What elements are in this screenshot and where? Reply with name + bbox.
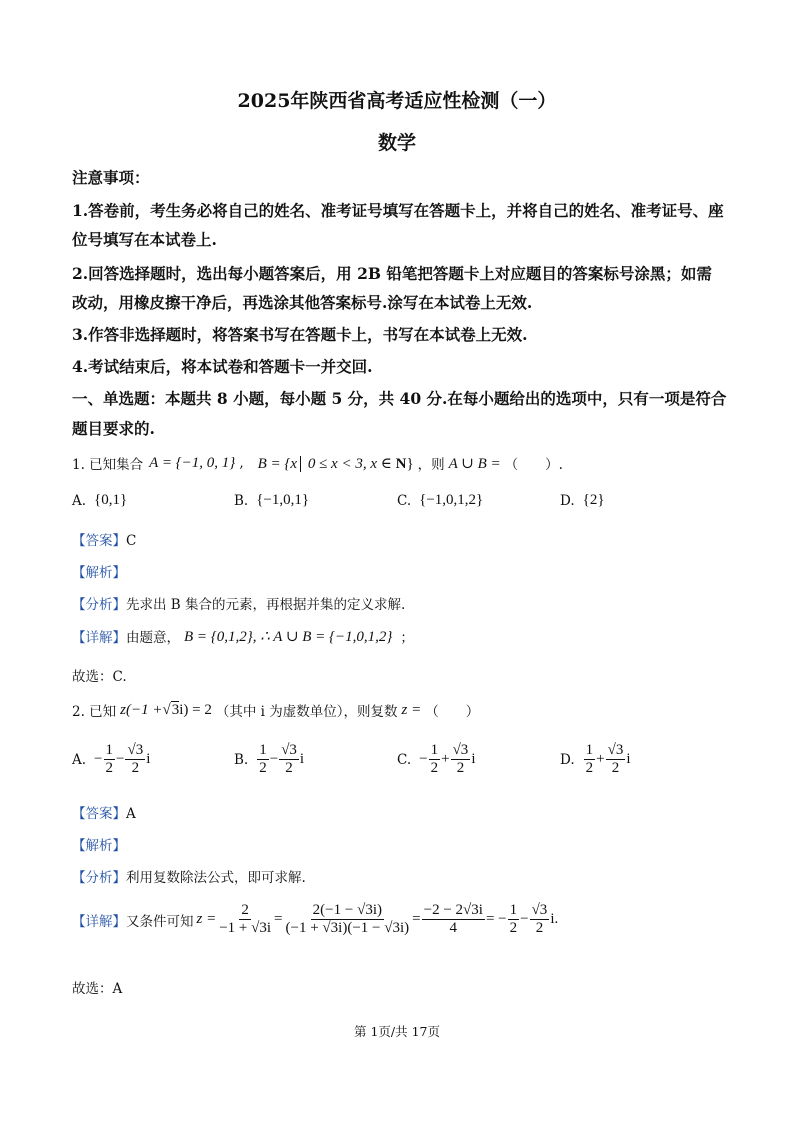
page-footer: 第 1页/共 17页 [353,1024,441,1039]
q1-set-b: B = {x 0 ≤ x < 3, x ∈ N} [257,455,414,472]
section-heading: 一、单选题：本题共 8 小题，每小题 5 分，共 40 分.在每小题给出的选项中，只有一项是符合 [72,389,727,408]
notice-item-1: 1.答卷前，考生务必将自己的姓名、准考证号填写在答题卡上，并将自己的姓名、准考证号、座 [72,201,724,220]
q1-ask-expr: A ∪ B = [448,455,501,472]
notice-item-2: 2.回答选择题时，选出每小题答案后，用 2B 铅笔把答题卡上对应题目的答案标号涂黑；如需 [72,264,712,283]
q1-stem: 1. 已知集合 A = {−1, 0, 1} , B = {x 0 ≤ x < 3, x ∈ N} ，则 A ∪ B = （ ）. [72,454,563,473]
q2-answer: 【答案】A [72,806,136,822]
q1-option-b: B. {−1,0,1} [234,492,310,509]
q2-option-c: C. − $\frac{1}{2}$ + $\frac{√3}{2}$ i [397,742,476,777]
q2-xiangjie: 【详解】 又条件可知 z = $\frac{2}{-1 + √3i}$ = $\frac{2(-1 - √3i)}{(-1 + √3i)(-1 - √3i)}$ = $\frac{-2 - 2√3i}{4}$ = − $\frac{1}{2}$ − $\frac{√3}{2}$ i. [72,902,559,937]
notice-item-3: 3.作答非选择题时，将答案书写在答题卡上，书写在本试卷上无效. [72,325,528,344]
q2-option-b: B. $\frac{1}{2}$ − $\frac{√3}{2}$ i [234,742,305,777]
q1-xiangjie: 【详解】 由题意， B = {0,1,2}, ∴ A ∪ B = {−1,0,1,2} ； [72,628,414,646]
q1-option-d: D. {2} [560,492,605,509]
q2-choose: 故选：A [72,981,123,997]
q1-option-c: C. {−1,0,1,2} [397,492,484,509]
q2-stem: 2. 已知 z(−1 + √ 3 i) = 2 （其中 i 为虚数单位），则复数 z = （ ） [72,701,480,720]
q1-set-a: A = {−1, 0, 1} [149,454,236,471]
q1-prefix: 1. 已知集合 [72,457,144,473]
q1-ask-pre: ，则 [417,457,445,473]
notice-item-1-cont: 位号填写在本试卷上. [72,230,217,249]
q1-option-a: A. {0,1} [72,492,128,509]
notice-item-4: 4.考试结束后，将本试卷和答题卡一并交回. [72,357,373,376]
q2-option-d: D. $\frac{1}{2}$ + $\frac{√3}{2}$ i [560,742,631,777]
notice-heading: 注意事项： [72,168,150,187]
q1-choose: 故选：C. [72,669,127,685]
section-heading-cont: 题目要求的. [72,419,155,438]
q1-fenxi: 【分析】先求出 B 集合的元素，再根据并集的定义求解. [72,597,406,613]
q2-fenxi: 【分析】利用复数除法公式，即可求解. [72,870,306,886]
q2-analysis-tag: 【解析】 [72,838,126,854]
q1-analysis-tag: 【解析】 [72,565,126,581]
q1-ask-paren: （ ）. [504,457,563,473]
q2-option-a: A. − $\frac{1}{2}$ − $\frac{√3}{2}$ i [72,742,151,777]
q1-answer: 【答案】C [72,533,137,549]
exam-title: 2025年陕西省高考适应性检测（一） [237,90,557,112]
notice-item-2-cont: 改动，用橡皮擦干净后，再选涂其他答案标号.涂写在本试卷上无效. [72,293,533,312]
subject-title: 数学 [377,132,416,154]
